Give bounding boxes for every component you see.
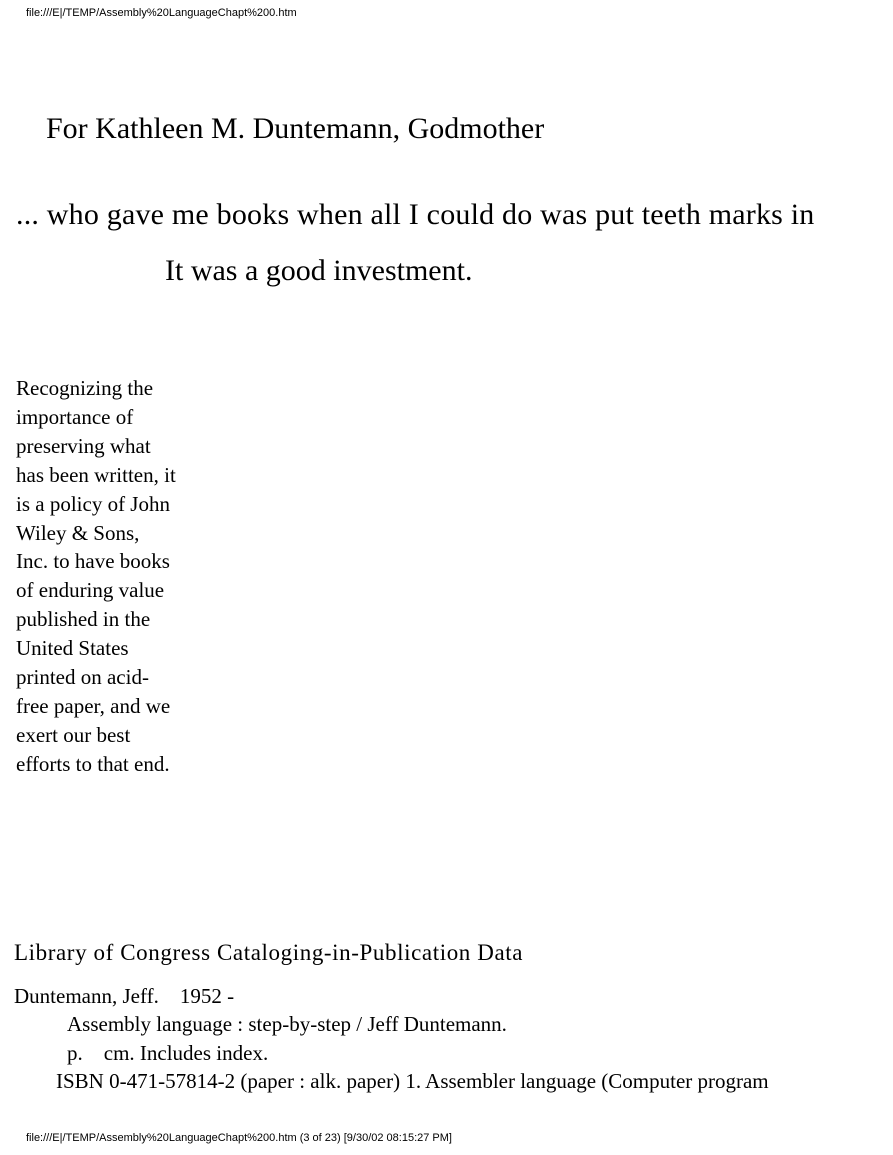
policy-line: preserving what bbox=[16, 433, 151, 458]
policy-line: printed on acid- bbox=[16, 665, 149, 690]
policy-line: free paper, and we bbox=[16, 693, 171, 718]
policy-line: Wiley & Sons, bbox=[16, 520, 140, 545]
cataloging-pages: p. cm. Includes index. bbox=[67, 1041, 269, 1065]
policy-line: published in the bbox=[16, 607, 151, 632]
cataloging-isbn: ISBN 0-471-57814-2 (paper : alk. paper) 1. Assembler language (Computer program bbox=[56, 1069, 769, 1093]
cataloging-title: Library of Congress Cataloging-in-Publication Data bbox=[14, 940, 524, 965]
cataloging-book-title: Assembly language : step-by-step / Jeff Duntemann. bbox=[67, 1012, 507, 1036]
policy-line: Recognizing the bbox=[16, 376, 154, 400]
page-url-footer: file:///E|/TEMP/Assembly%20LanguageChapt%200.htm (3 of 23) [9/30/02 08:15:27 PM] bbox=[26, 1132, 452, 1144]
policy-line: efforts to that end. bbox=[16, 751, 170, 776]
policy-line: of enduring value bbox=[16, 578, 165, 603]
page-url-header: file:///E|/TEMP/Assembly%20LanguageChapt%200.htm bbox=[26, 7, 297, 19]
policy-line: importance of bbox=[16, 404, 134, 429]
policy-line: Inc. to have books bbox=[16, 549, 170, 574]
dedication-title: For Kathleen M. Duntemann, Godmother bbox=[46, 112, 545, 145]
policy-line: United States bbox=[16, 636, 129, 661]
policy-line: exert our best bbox=[16, 722, 131, 747]
policy-line: has been written, it bbox=[16, 462, 176, 487]
policy-line: is a policy of John bbox=[16, 491, 170, 516]
paper-policy-statement bbox=[16, 374, 208, 779]
dedication-line-2: It was a good investment. bbox=[165, 254, 473, 287]
cataloging-author: Duntemann, Jeff. 1952 - bbox=[14, 984, 235, 1008]
dedication-line-1: ... who gave me books when all I could do was put teeth marks in bbox=[16, 198, 815, 231]
